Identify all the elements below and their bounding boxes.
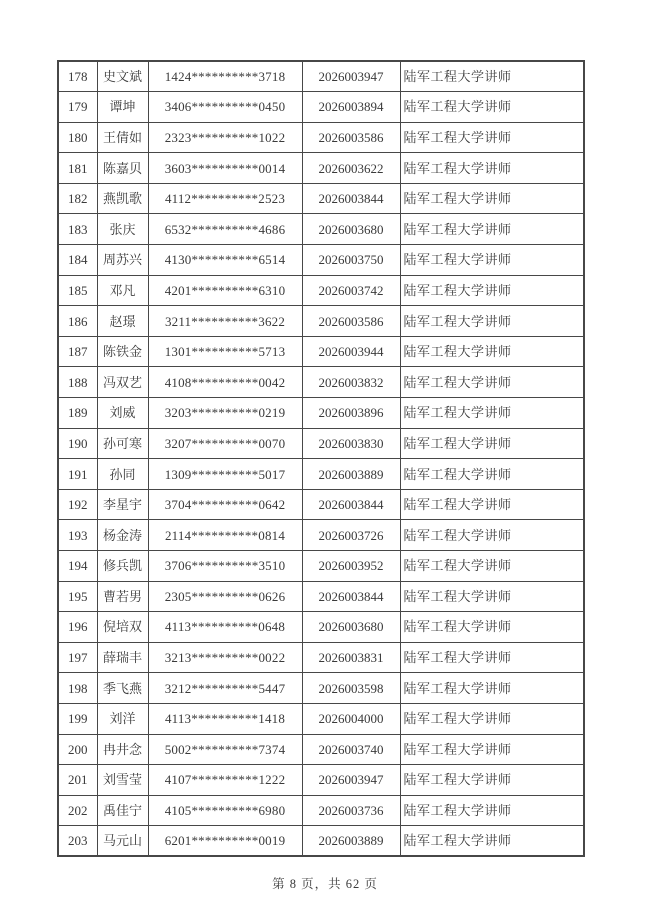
cell-admission-number: 2026003750 bbox=[302, 245, 400, 276]
cell-name: 孙同 bbox=[97, 459, 148, 490]
cell-name: 陈嘉贝 bbox=[97, 153, 148, 184]
cell-id-number: 4130**********6514 bbox=[148, 245, 302, 276]
cell-position: 陆军工程大学讲师 bbox=[400, 612, 584, 643]
cell-admission-number: 2026003894 bbox=[302, 92, 400, 123]
cell-id-number: 4108**********0042 bbox=[148, 367, 302, 398]
cell-id-number: 1424**********3718 bbox=[148, 61, 302, 92]
cell-id-number: 4107**********1222 bbox=[148, 765, 302, 796]
cell-row-number: 203 bbox=[58, 826, 97, 857]
cell-position: 陆军工程大学讲师 bbox=[400, 551, 584, 582]
cell-name: 倪培双 bbox=[97, 612, 148, 643]
cell-admission-number: 2026003586 bbox=[302, 122, 400, 153]
cell-name: 刘威 bbox=[97, 398, 148, 429]
table-row bbox=[58, 673, 584, 704]
cell-admission-number: 2026003680 bbox=[302, 214, 400, 245]
cell-row-number: 188 bbox=[58, 367, 97, 398]
cell-id-number: 3203**********0219 bbox=[148, 398, 302, 429]
cell-position: 陆军工程大学讲师 bbox=[400, 581, 584, 612]
cell-row-number: 179 bbox=[58, 92, 97, 123]
table-row bbox=[58, 734, 584, 765]
cell-id-number: 4113**********1418 bbox=[148, 703, 302, 734]
cell-id-number: 4105**********6980 bbox=[148, 795, 302, 826]
cell-admission-number: 2026003680 bbox=[302, 612, 400, 643]
cell-id-number: 4113**********0648 bbox=[148, 612, 302, 643]
table-row bbox=[58, 214, 584, 245]
cell-position: 陆军工程大学讲师 bbox=[400, 122, 584, 153]
table-row bbox=[58, 551, 584, 582]
cell-id-number: 3406**********0450 bbox=[148, 92, 302, 123]
table-row bbox=[58, 367, 584, 398]
cell-admission-number: 2026003947 bbox=[302, 765, 400, 796]
table-row bbox=[58, 581, 584, 612]
cell-admission-number: 2026003740 bbox=[302, 734, 400, 765]
cell-row-number: 196 bbox=[58, 612, 97, 643]
cell-id-number: 6532**********4686 bbox=[148, 214, 302, 245]
cell-name: 禹佳宁 bbox=[97, 795, 148, 826]
table-row bbox=[58, 61, 584, 92]
cell-admission-number: 2026003830 bbox=[302, 428, 400, 459]
cell-name: 冯双艺 bbox=[97, 367, 148, 398]
cell-admission-number: 2026003947 bbox=[302, 61, 400, 92]
table-row bbox=[58, 336, 584, 367]
cell-admission-number: 2026003622 bbox=[302, 153, 400, 184]
cell-admission-number: 2026003726 bbox=[302, 520, 400, 551]
cell-row-number: 192 bbox=[58, 489, 97, 520]
cell-id-number: 3212**********5447 bbox=[148, 673, 302, 704]
cell-name: 史文斌 bbox=[97, 61, 148, 92]
cell-id-number: 2114**********0814 bbox=[148, 520, 302, 551]
cell-position: 陆军工程大学讲师 bbox=[400, 245, 584, 276]
cell-position: 陆军工程大学讲师 bbox=[400, 765, 584, 796]
cell-id-number: 1301**********5713 bbox=[148, 336, 302, 367]
cell-position: 陆军工程大学讲师 bbox=[400, 520, 584, 551]
cell-admission-number: 2026003889 bbox=[302, 826, 400, 857]
cell-admission-number: 2026003844 bbox=[302, 581, 400, 612]
table-row bbox=[58, 245, 584, 276]
table-body bbox=[58, 61, 584, 856]
table-row bbox=[58, 306, 584, 337]
cell-admission-number: 2026003952 bbox=[302, 551, 400, 582]
cell-row-number: 195 bbox=[58, 581, 97, 612]
cell-id-number: 2305**********0626 bbox=[148, 581, 302, 612]
cell-row-number: 184 bbox=[58, 245, 97, 276]
cell-position: 陆军工程大学讲师 bbox=[400, 92, 584, 123]
cell-row-number: 178 bbox=[58, 61, 97, 92]
cell-name: 王倩如 bbox=[97, 122, 148, 153]
cell-row-number: 200 bbox=[58, 734, 97, 765]
cell-position: 陆军工程大学讲师 bbox=[400, 459, 584, 490]
cell-row-number: 189 bbox=[58, 398, 97, 429]
table-row bbox=[58, 153, 584, 184]
cell-id-number: 5002**********7374 bbox=[148, 734, 302, 765]
cell-row-number: 183 bbox=[58, 214, 97, 245]
cell-position: 陆军工程大学讲师 bbox=[400, 367, 584, 398]
table-row bbox=[58, 183, 584, 214]
table-row bbox=[58, 428, 584, 459]
table-row bbox=[58, 703, 584, 734]
cell-id-number: 6201**********0019 bbox=[148, 826, 302, 857]
cell-admission-number: 2026003896 bbox=[302, 398, 400, 429]
table-row bbox=[58, 122, 584, 153]
cell-row-number: 194 bbox=[58, 551, 97, 582]
cell-row-number: 191 bbox=[58, 459, 97, 490]
cell-id-number: 3706**********3510 bbox=[148, 551, 302, 582]
cell-row-number: 187 bbox=[58, 336, 97, 367]
cell-position: 陆军工程大学讲师 bbox=[400, 183, 584, 214]
cell-position: 陆军工程大学讲师 bbox=[400, 428, 584, 459]
cell-row-number: 181 bbox=[58, 153, 97, 184]
cell-row-number: 201 bbox=[58, 765, 97, 796]
cell-admission-number: 2026004000 bbox=[302, 703, 400, 734]
cell-id-number: 1309**********5017 bbox=[148, 459, 302, 490]
cell-row-number: 190 bbox=[58, 428, 97, 459]
cell-name: 曹若男 bbox=[97, 581, 148, 612]
table-row bbox=[58, 275, 584, 306]
cell-admission-number: 2026003844 bbox=[302, 489, 400, 520]
cell-id-number: 3207**********0070 bbox=[148, 428, 302, 459]
table-row bbox=[58, 520, 584, 551]
table-row bbox=[58, 489, 584, 520]
cell-admission-number: 2026003736 bbox=[302, 795, 400, 826]
table-row bbox=[58, 765, 584, 796]
cell-id-number: 4112**********2523 bbox=[148, 183, 302, 214]
cell-position: 陆军工程大学讲师 bbox=[400, 734, 584, 765]
cell-name: 冉井念 bbox=[97, 734, 148, 765]
table-row bbox=[58, 459, 584, 490]
cell-name: 谭坤 bbox=[97, 92, 148, 123]
cell-id-number: 3213**********0022 bbox=[148, 642, 302, 673]
cell-position: 陆军工程大学讲师 bbox=[400, 61, 584, 92]
cell-admission-number: 2026003586 bbox=[302, 306, 400, 337]
cell-name: 刘洋 bbox=[97, 703, 148, 734]
table-row bbox=[58, 826, 584, 857]
table-row bbox=[58, 642, 584, 673]
table-row bbox=[58, 795, 584, 826]
cell-position: 陆军工程大学讲师 bbox=[400, 336, 584, 367]
cell-row-number: 193 bbox=[58, 520, 97, 551]
cell-name: 李星宇 bbox=[97, 489, 148, 520]
cell-position: 陆军工程大学讲师 bbox=[400, 795, 584, 826]
cell-id-number: 3211**********3622 bbox=[148, 306, 302, 337]
cell-name: 邓凡 bbox=[97, 275, 148, 306]
cell-position: 陆军工程大学讲师 bbox=[400, 673, 584, 704]
cell-position: 陆军工程大学讲师 bbox=[400, 306, 584, 337]
cell-name: 孙可寒 bbox=[97, 428, 148, 459]
cell-name: 燕凯歌 bbox=[97, 183, 148, 214]
cell-name: 赵璟 bbox=[97, 306, 148, 337]
cell-name: 马元山 bbox=[97, 826, 148, 857]
cell-row-number: 180 bbox=[58, 122, 97, 153]
cell-id-number: 3704**********0642 bbox=[148, 489, 302, 520]
cell-name: 刘雪莹 bbox=[97, 765, 148, 796]
cell-position: 陆军工程大学讲师 bbox=[400, 826, 584, 857]
cell-admission-number: 2026003944 bbox=[302, 336, 400, 367]
cell-row-number: 197 bbox=[58, 642, 97, 673]
cell-position: 陆军工程大学讲师 bbox=[400, 153, 584, 184]
cell-row-number: 199 bbox=[58, 703, 97, 734]
cell-name: 修兵凯 bbox=[97, 551, 148, 582]
cell-name: 张庆 bbox=[97, 214, 148, 245]
cell-position: 陆军工程大学讲师 bbox=[400, 214, 584, 245]
cell-id-number: 2323**********1022 bbox=[148, 122, 302, 153]
table-row bbox=[58, 92, 584, 123]
cell-row-number: 186 bbox=[58, 306, 97, 337]
cell-admission-number: 2026003832 bbox=[302, 367, 400, 398]
cell-row-number: 202 bbox=[58, 795, 97, 826]
roster-table bbox=[57, 60, 585, 857]
page-footer: 第 8 页，共 62 页 bbox=[272, 877, 378, 891]
cell-id-number: 4201**********6310 bbox=[148, 275, 302, 306]
cell-row-number: 185 bbox=[58, 275, 97, 306]
cell-admission-number: 2026003889 bbox=[302, 459, 400, 490]
table-row bbox=[58, 612, 584, 643]
cell-id-number: 3603**********0014 bbox=[148, 153, 302, 184]
cell-name: 陈铁金 bbox=[97, 336, 148, 367]
cell-position: 陆军工程大学讲师 bbox=[400, 398, 584, 429]
cell-admission-number: 2026003742 bbox=[302, 275, 400, 306]
cell-position: 陆军工程大学讲师 bbox=[400, 703, 584, 734]
cell-admission-number: 2026003598 bbox=[302, 673, 400, 704]
cell-position: 陆军工程大学讲师 bbox=[400, 642, 584, 673]
cell-admission-number: 2026003844 bbox=[302, 183, 400, 214]
cell-row-number: 182 bbox=[58, 183, 97, 214]
cell-position: 陆军工程大学讲师 bbox=[400, 275, 584, 306]
cell-name: 杨金涛 bbox=[97, 520, 148, 551]
cell-position: 陆军工程大学讲师 bbox=[400, 489, 584, 520]
cell-name: 季飞燕 bbox=[97, 673, 148, 704]
cell-row-number: 198 bbox=[58, 673, 97, 704]
cell-admission-number: 2026003831 bbox=[302, 642, 400, 673]
table-row bbox=[58, 398, 584, 429]
cell-name: 薛瑞丰 bbox=[97, 642, 148, 673]
cell-name: 周苏兴 bbox=[97, 245, 148, 276]
